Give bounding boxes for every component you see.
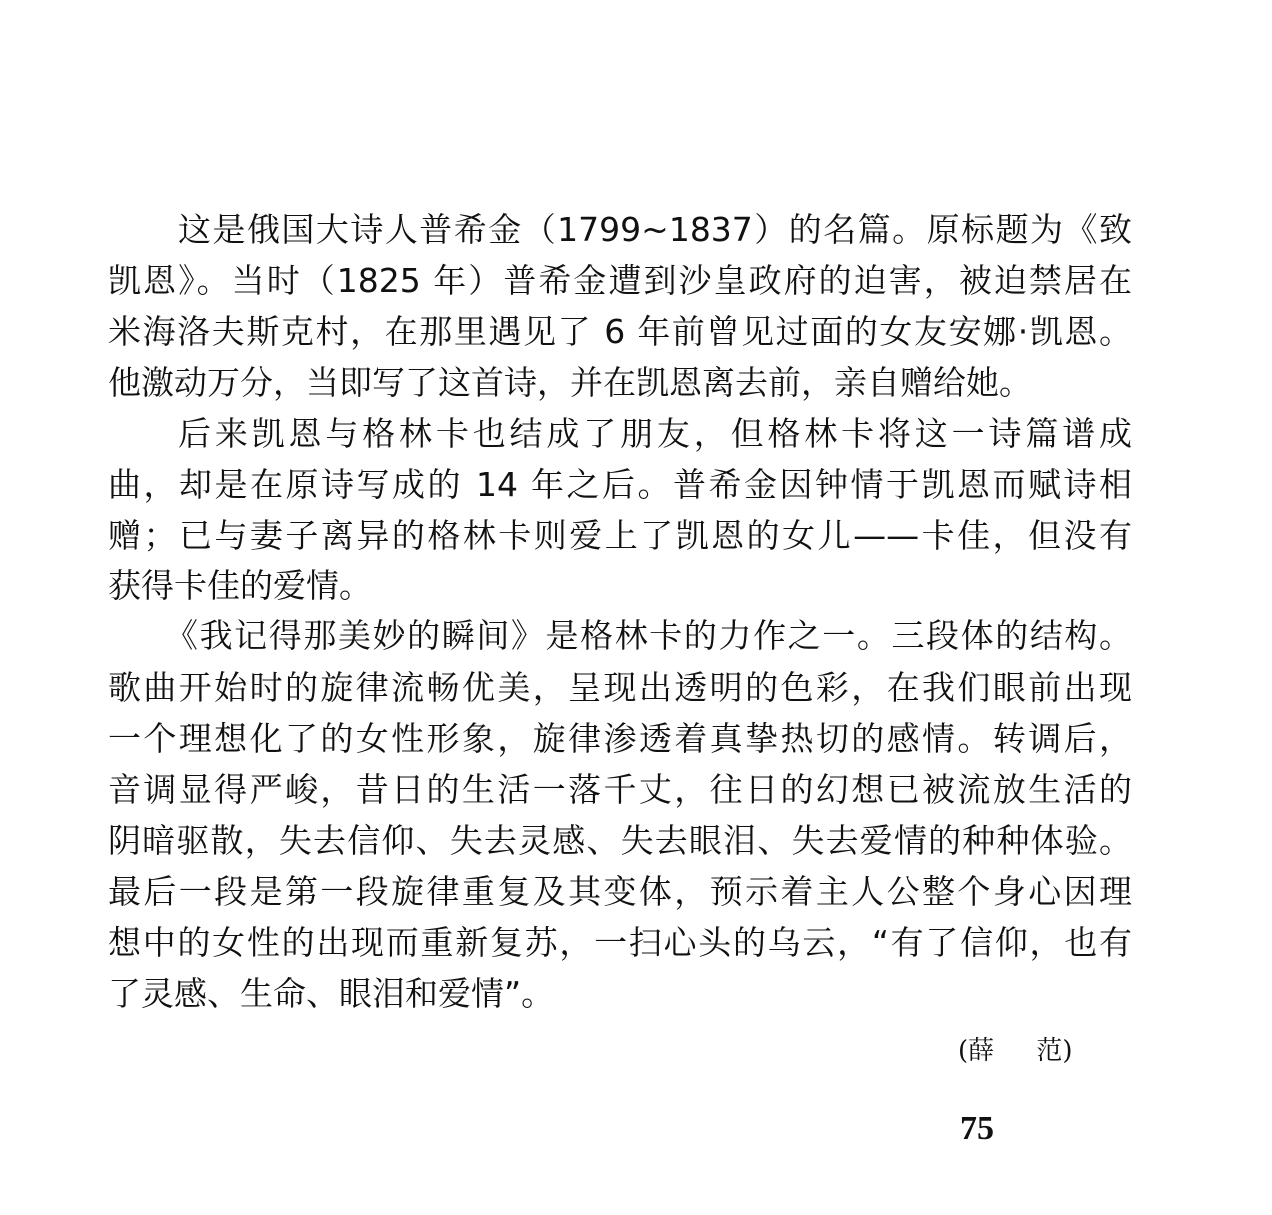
text-line: 音调显得严峻，昔日的生活一落千丈，往日的幻想已被流放生活的 [108, 770, 1132, 809]
text-line: 米海洛夫斯克村，在那里遇见了 6 年前曾见过面的女友安娜·凯恩。 [108, 312, 1132, 351]
text-line: 这是俄国大诗人普希金（1799~1837）的名篇。原标题为《致 [178, 210, 1132, 249]
text-line: 了灵感、生命、眼泪和爱情”。 [108, 974, 555, 1013]
text-line: 《我记得那美妙的瞬间》是格林卡的力作之一。三段体的结构。 [165, 616, 1132, 655]
text-line: 凯恩》。当时（1825 年）普希金遭到沙皇政府的迫害，被迫禁居在 [108, 261, 1132, 300]
text-line: 赠；已与妻子离异的格林卡则爱上了凯恩的女儿——卡佳，但没有 [108, 516, 1132, 555]
page-number: 75 [960, 1110, 994, 1147]
text-line: 获得卡佳的爱情。 [108, 566, 372, 605]
author-signature: (薛 范) [958, 1036, 1073, 1066]
text-line: 想中的女性的出现而重新复苏，一扫心头的乌云，“有了信仰，也有 [108, 923, 1132, 962]
text-line: 后来凯恩与格林卡也结成了朋友，但格林卡将这一诗篇谱成 [178, 414, 1132, 453]
text-line: 歌曲开始时的旋律流畅优美，呈现出透明的色彩，在我们眼前出现 [108, 668, 1132, 707]
text-line: 他激动万分，当即写了这首诗，并在凯恩离去前，亲自赠给她。 [108, 363, 1032, 402]
text-line: 最后一段是第一段旋律重复及其变体，预示着主人公整个身心因理 [108, 872, 1132, 911]
text-line: 一个理想化了的女性形象，旋律渗透着真挚热切的感情。转调后， [108, 719, 1132, 758]
text-line: 阴暗驱散，失去信仰、失去灵感、失去眼泪、失去爱情的种种体验。 [108, 821, 1132, 860]
text-line: 曲，却是在原诗写成的 14 年之后。普希金因钟情于凯恩而赋诗相 [108, 465, 1132, 504]
